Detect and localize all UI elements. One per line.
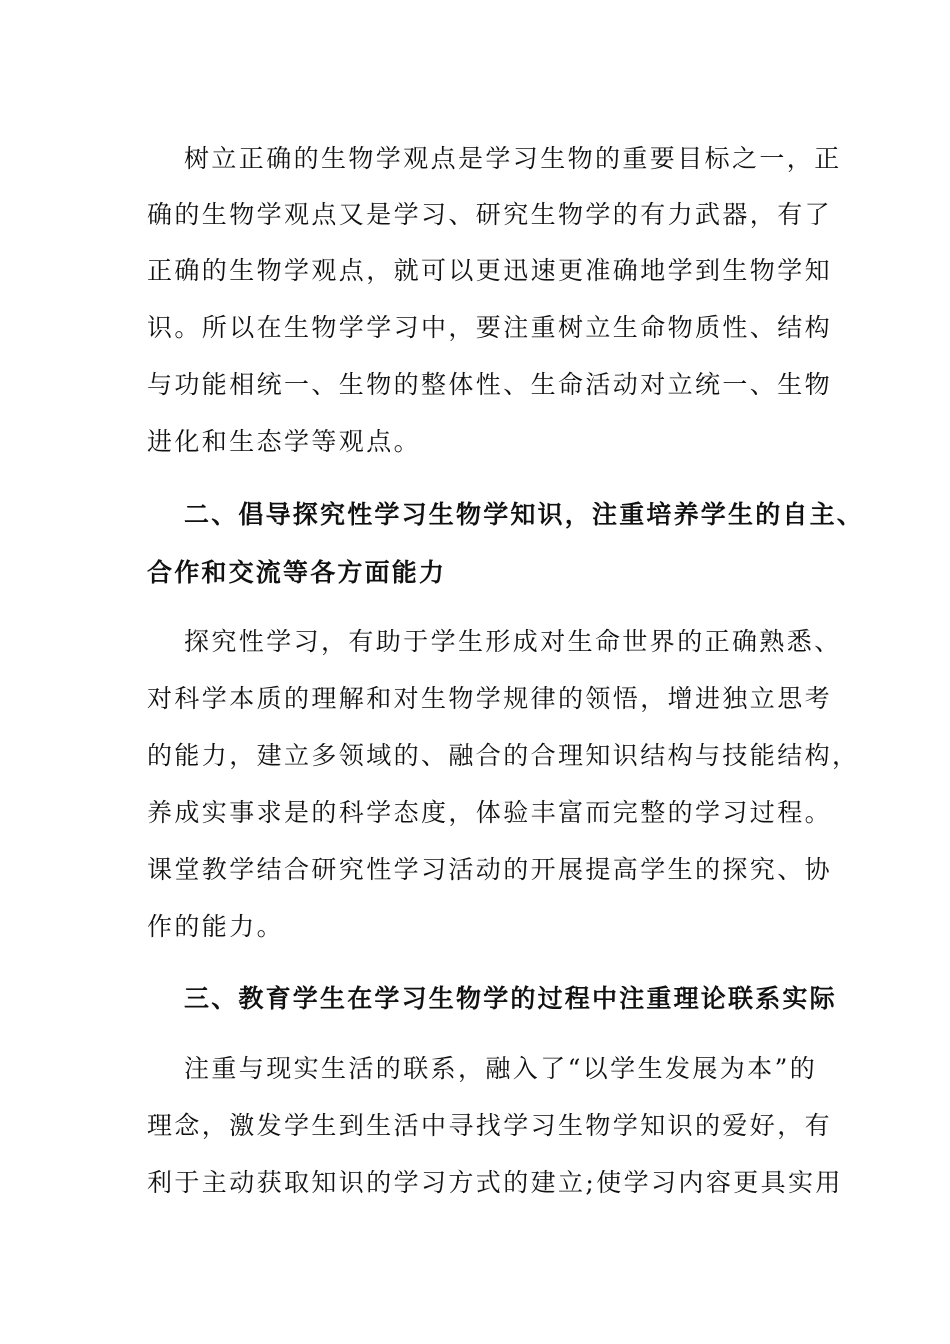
paragraph-1-line-1: 树立正确的生物学观点是学习生物的重要目标之一，正: [184, 144, 842, 173]
paragraph-2-line-3: 的能力，建立多领域的、融合的合理知识结构与技能结构，: [147, 741, 860, 770]
paragraph-2-line-6: 作的能力。: [147, 912, 285, 941]
paragraph-1-line-4: 识。所以在生物学学习中，要注重树立生命物质性、结构: [147, 313, 833, 342]
paragraph-2-line-4: 养成实事求是的科学态度，体验丰富而完整的学习过程。: [147, 798, 833, 827]
paragraph-2-line-2: 对科学本质的理解和对生物学规律的领悟，增进独立思考: [147, 684, 833, 713]
paragraph-3-line-1: 注重与现实生活的联系，融入了“以学生发展为本”的: [184, 1054, 818, 1083]
paragraph-3-line-2: 理念，激发学生到生活中寻找学习生物学知识的爱好，有: [147, 1111, 833, 1140]
paragraph-1-line-5: 与功能相统一、生物的整体性、生命活动对立统一、生物: [147, 370, 833, 399]
section-2-heading-line-1: 二、倡导探究性学习生物学知识，注重培养学生的自主、: [184, 500, 865, 529]
paragraph-2-line-1: 探究性学习，有助于学生形成对生命世界的正确熟悉、: [184, 627, 842, 656]
paragraph-3-line-3: 利于主动获取知识的学习方式的建立;使学习内容更具实用: [147, 1168, 843, 1197]
paragraph-1-line-3: 正确的生物学观点，就可以更迅速更准确地学到生物学知: [147, 256, 833, 285]
paragraph-1-line-2: 确的生物学观点又是学习、研究生物学的有力武器，有了: [147, 200, 833, 229]
paragraph-2-line-5: 课堂教学结合研究性学习活动的开展提高学生的探究、协: [147, 855, 833, 884]
paragraph-1-line-6: 进化和生态学等观点。: [147, 427, 422, 456]
section-2-heading-line-2: 合作和交流等各方面能力: [147, 558, 447, 587]
section-3-heading: 三、教育学生在学习生物学的过程中注重理论联系实际: [184, 984, 837, 1013]
